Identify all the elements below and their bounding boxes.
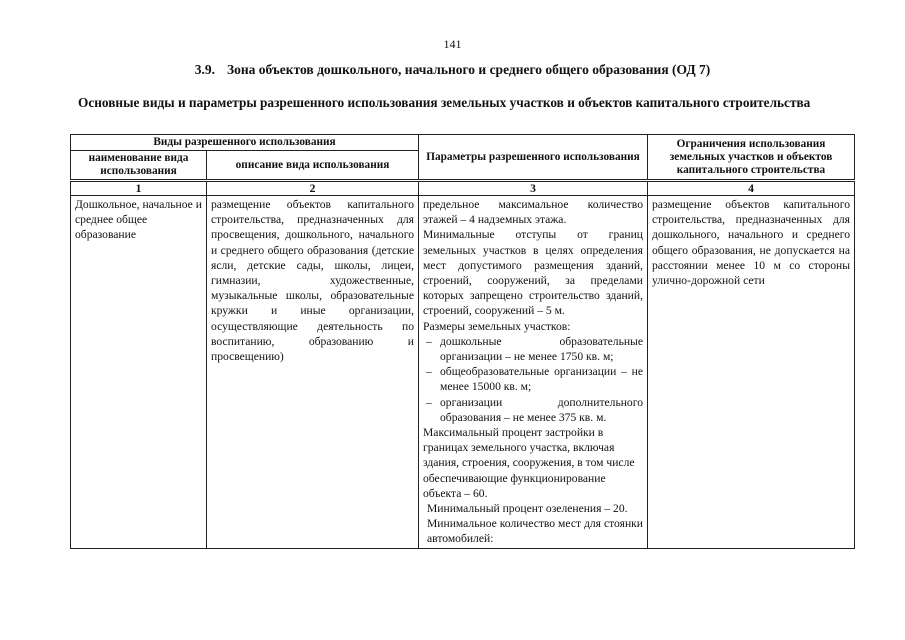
plot-sizes-label: Размеры земельных участков: bbox=[423, 319, 571, 333]
page-number: 141 bbox=[443, 37, 462, 51]
list-item: – общеобразовательные организации – не менее 15000 кв. м; bbox=[423, 364, 643, 394]
restrictions-cell: размещение объектов капитального строительства, предназначенных для дошкольного, начального и среднего общего образования, не допускается на расстоянии менее 10 м со стороны улично-дорожной сети bbox=[648, 196, 855, 549]
section-title bbox=[0, 62, 905, 78]
header-usage-description: описание вида использования bbox=[207, 151, 419, 181]
section-title-text: Зона объектов дошкольного, начального и среднего общего образования (ОД 7) bbox=[226, 62, 711, 77]
max-coverage-text: Максимальный процент застройки в границах земельного участка, включая здания, строения, сооружения, в том числе обеспечивающие функционирование объекта – 60. bbox=[423, 426, 635, 500]
min-parking-text: Минимальное количество мест для стоянки автомобилей: bbox=[427, 517, 643, 546]
table-subheading: Основные виды и параметры разрешенного использования земельных участков и объектов капитального строительства bbox=[78, 95, 811, 110]
parameters-cell bbox=[419, 196, 648, 549]
header-parameters: Параметры разрешенного использования bbox=[419, 135, 648, 181]
min-greening-text: Минимальный процент озеленения – 20. bbox=[427, 502, 628, 516]
header-usage-types: Виды разрешенного использования bbox=[71, 135, 419, 151]
column-number: 4 bbox=[648, 181, 855, 196]
section-number: 3.9. bbox=[194, 62, 215, 77]
column-number: 3 bbox=[419, 181, 648, 196]
usage-description-cell: размещение объектов капитального строительства, предназначенных для просвещения, дошкольного, начального и среднего общего образования (детские ясли, детские сады, школы, лицеи, гимназии, художественные, музыкальные школы, образовательные кружки и иные организации, осуществляющие деятельность по воспитанию, образованию и просвещению) bbox=[207, 196, 419, 549]
min-setbacks-text: Минимальные отступы от границ земельных участков в целях определения мест допустимого размещения зданий, строений, сооружений, за пределами которых запрещено строительство зданий, строений, сооружений – 5 м. bbox=[423, 228, 643, 318]
column-number: 1 bbox=[71, 181, 207, 196]
header-usage-name: наименование вида использования bbox=[71, 151, 207, 181]
column-number: 2 bbox=[207, 181, 419, 196]
header-restrictions: Ограничения использования земельных участков и объектов капитального строительства bbox=[648, 135, 855, 181]
plot-sizes-list bbox=[423, 334, 643, 425]
usage-name-cell: Дошкольное, начальное и среднее общее образование bbox=[71, 196, 207, 549]
max-floors-text: предельное максимальное количество этажей – 4 надземных этажа. bbox=[423, 198, 643, 227]
list-item: – организации дополнительного образования – не менее 375 кв. м. bbox=[423, 395, 643, 425]
table-row bbox=[71, 196, 855, 549]
regulations-table bbox=[70, 134, 855, 549]
list-item: – дошкольные образовательные организации – не менее 1750 кв. м; bbox=[423, 334, 643, 364]
